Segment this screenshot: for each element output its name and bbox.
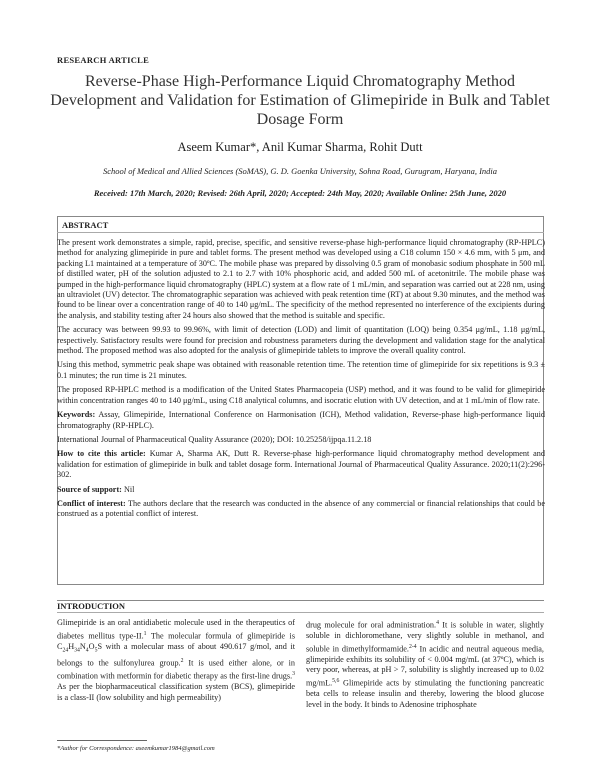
text-run: It is soluble in water, slightly soluble in dichloromethane, very slightly soluble in methanol, and soluble in dimethylformamide.: [306, 620, 545, 654]
support-label: Source of support:: [57, 484, 122, 494]
text-run: The molecular formula of glimepiride is C: [57, 631, 296, 651]
citation-ref: 1: [143, 630, 147, 637]
abstract-paragraph: Using this method, symmetric peak shape was obtained with reasonable retention time. The retention time of glimepiride for six repetitions is 9.3 ± 0.1 minutes; the run time is 21 minutes.: [57, 360, 545, 380]
source-of-support: [57, 485, 545, 495]
conflict-of-interest: [57, 499, 545, 520]
keywords-label: Keywords:: [57, 410, 96, 420]
abstract-body: [57, 238, 545, 524]
abstract-heading: ABSTRACT: [62, 220, 109, 230]
text-run: S with a molecular mass of about 490.617 g/mol, and it belongs to the sulfonylurea group.: [57, 641, 295, 668]
paper-title: Reverse-Phase High-Performance Liquid Chromatography Method Development and Validation for Estimation of Glimepiride in Bulk and Tablet Dosage Form: [50, 73, 550, 128]
subscript: 34: [74, 647, 80, 654]
keywords: [57, 410, 545, 431]
subscript: 4: [85, 647, 89, 654]
keywords-text: Assay, Glimepiride, International Conference on Harmonisation (ICH), Method validation, Reverse-phase high-performance liquid chromatography (RP-HPLC).: [57, 410, 545, 430]
correspondence-footnote: *Author for Correspondence: aseemkumar1984@gmail.com: [57, 745, 215, 752]
introduction-header-bar: [57, 600, 544, 613]
author-list: Aseem Kumar*, Anil Kumar Sharma, Rohit Dutt: [177, 140, 423, 154]
introduction-heading: INTRODUCTION: [57, 601, 126, 611]
author-affiliation: School of Medical and Allied Sciences (SoMAS), G. D. Goenka University, Sohna Road, Gurugram, Haryana, India: [102, 166, 498, 176]
citation-ref: 5,6: [332, 677, 340, 684]
citation: [57, 449, 545, 480]
publication-dates: Received: 17th March, 2020; Revised: 26th April, 2020; Accepted: 24th May, 2020; Available Online: 25th June, 2020: [93, 188, 507, 198]
citation-ref: 2: [180, 657, 184, 664]
citation-ref: 3: [292, 671, 295, 678]
citation-ref: 4: [436, 620, 439, 626]
citation-ref: 2-4: [408, 643, 417, 650]
text-run: It is used either alone, or in combination with metformin for diabetic therapy as the first-line drugs.: [57, 658, 296, 681]
introduction-left-column: [57, 618, 295, 703]
footnote-divider: [57, 740, 147, 741]
text-run: N: [79, 641, 86, 651]
text-run: O: [88, 641, 95, 651]
subscript: 24: [62, 647, 69, 654]
abstract-paragraph: The accuracy was between 99.93 to 99.96%, with limit of detection (LOD) and limit of quantitation (LOQ) being 0.354 μg/mL, 1.18 μg/mL, respectively. Satisfactory results were found for precision and robustness parameters during the development and validation stage for the analytical method. The proposed method was also adopted for the analysis of glimepiride tablets to improve the overall quality control.: [57, 325, 545, 356]
text-run: H: [68, 641, 75, 651]
abstract-paragraph: The present work demonstrates a simple, rapid, precise, specific, and sensitive reverse-phase high-performance liquid chromatography (RP-HPLC) method for analyzing glimepiride in pure and tablet forms. The present method was developed using a C18 column 150 × 4.6 mm, with 5 μm, and packing L1 maintained at a temperature of 30ºC. The mobile phase was prepared by dissolving 0.5 gram of monobasic sodium phosphate in 500 mL of distilled water, pH of the solution adjusted to 2.1 to 2.7 with 10% phosphoric acid, and added 500 mL of acetonitrile. The mobile phase was pumped in the high-performance liquid chromatography (HPLC) system at a flow rate of 1 mL/min, and separation was carried out at 228 nm, using an ultraviolet (UV) detector. The chromatographic separation was achieved with peak retention time (RT) at about 9.30 minutes, and the method was found to be linear over a concentration range of 40 to 140 μg/mL. The specificity of the method represented no interference of the excipients during the analysis, and stability testing after 24 hours also showed that the method is suitable and specific.: [57, 238, 545, 320]
conflict-label: Conflict of interest:: [57, 498, 126, 508]
abstract-paragraph: The proposed RP-HPLC method is a modification of the United States Pharmacopeia (USP) method, and it was found to be valid for glimepiride within concentration ranges 40 to 140 μg/mL, using C18 analytical columns, and isocratic elution with UV detection, and at 1 mL/min of flow rate.: [57, 385, 545, 405]
text-run: In acidic and neutral aqueous media, glimepiride exhibits its solubility of < 0.004 mg/mL (at 37ºC), which is very poor, whereas, at pH > 7, solubility is slightly increased up to 0.02 mg/mL.: [306, 644, 544, 688]
introduction-right-column: [306, 618, 544, 710]
citation-text: Kumar A, Sharma AK, Dutt R. Reverse-phase high-performance liquid chromatography method development and validation for estimation of glimepiride in bulk and tablet dosage form. International Journal of Pharmaceutical Quality Assurance. 2020;11(2):296-302.: [57, 449, 545, 480]
support-text: Nil: [123, 484, 135, 494]
citation-label: How to cite this article:: [57, 449, 146, 459]
abstract-header-bar: [57, 216, 544, 233]
conflict-text: The authors declare that the research was conducted in the absence of any commercial or financial relationships that could be construed as a potential conflict of interest.: [57, 498, 545, 519]
journal-doi-line: International Journal of Pharmaceutical Quality Assurance (2020); DOI: 10.25258/ijpqa.11.2.18: [57, 434, 372, 444]
text-run: Glimepiride is an oral antidiabetic molecule used in the therapeutics of diabetes mellitus type-II.: [57, 618, 295, 641]
text-run: drug molecule for oral administration.: [306, 620, 437, 630]
article-type-label: RESEARCH ARTICLE: [57, 55, 150, 65]
subscript: 5: [94, 647, 98, 654]
text-run: Glimepiride acts by stimulating the functioning pancreatic beta cells to release insulin and thereby, lowering the blood glucose level in the body. It binds to Adenosine triphosphate: [306, 678, 544, 709]
text-run: As per the biopharmaceutical classification system (BCS), glimepiride is a class-II (low solubility and high permeability): [57, 682, 295, 702]
